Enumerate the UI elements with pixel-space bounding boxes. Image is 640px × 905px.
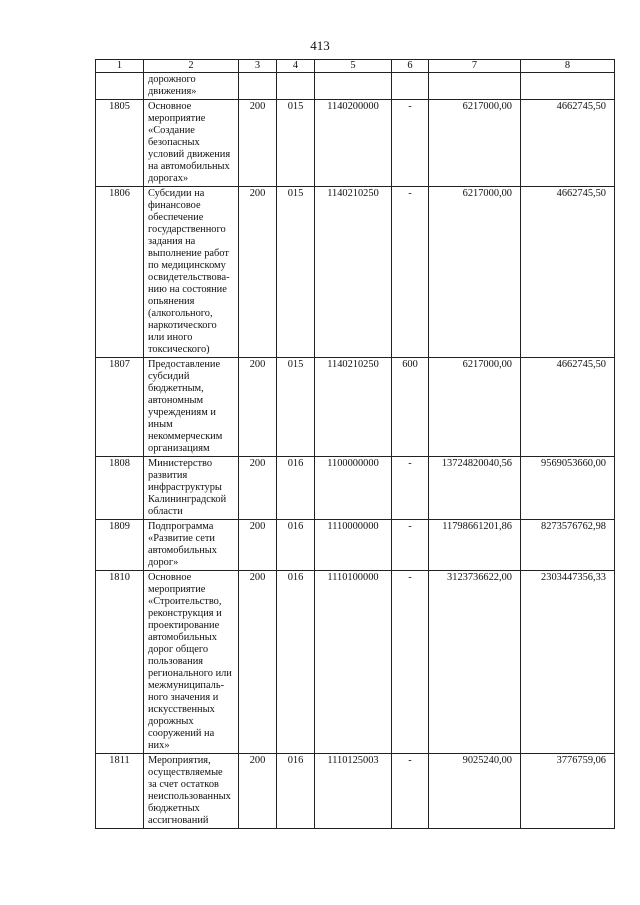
header-cell: 5 <box>315 60 392 73</box>
col-3 <box>239 73 277 100</box>
col-6: - <box>392 520 429 571</box>
col-6: - <box>392 754 429 829</box>
row-name: Предоставление субсидий бюджетным, автономным учреждениям и иным некоммерческим организациям <box>144 358 239 457</box>
col-4: 015 <box>277 100 315 187</box>
row-number: 1810 <box>96 571 144 754</box>
header-cell: 3 <box>239 60 277 73</box>
col-8-amount: 8273576762,98 <box>521 520 615 571</box>
row-number: 1807 <box>96 358 144 457</box>
col-5: 1140200000 <box>315 100 392 187</box>
col-8-amount: 4662745,50 <box>521 100 615 187</box>
row-number: 1808 <box>96 457 144 520</box>
table-row <box>96 358 615 457</box>
col-7-amount: 6217000,00 <box>429 100 521 187</box>
table-row <box>96 754 615 829</box>
col-8-amount: 3776759,06 <box>521 754 615 829</box>
col-8-amount: 4662745,50 <box>521 187 615 358</box>
col-5: 1100000000 <box>315 457 392 520</box>
col-6: - <box>392 457 429 520</box>
col-7-amount: 9025240,00 <box>429 754 521 829</box>
header-cell: 2 <box>144 60 239 73</box>
table-row <box>96 187 615 358</box>
budget-table <box>95 59 615 829</box>
col-3: 200 <box>239 100 277 187</box>
col-3: 200 <box>239 754 277 829</box>
col-4: 016 <box>277 571 315 754</box>
col-5: 1110000000 <box>315 520 392 571</box>
row-name: Субсидии на финансовое обеспечение государственного задания на выполнение работ по медицинскому освидетельствова- нию на состояние опьянения (алкогольного, наркотического или иного токсического) <box>144 187 239 358</box>
col-5: 1140210250 <box>315 358 392 457</box>
col-7-amount: 13724820040,56 <box>429 457 521 520</box>
col-3: 200 <box>239 571 277 754</box>
row-number: 1805 <box>96 100 144 187</box>
col-6: - <box>392 100 429 187</box>
col-3: 200 <box>239 457 277 520</box>
col-8-amount <box>521 73 615 100</box>
col-6 <box>392 73 429 100</box>
col-3: 200 <box>239 520 277 571</box>
header-cell: 4 <box>277 60 315 73</box>
row-number: 1809 <box>96 520 144 571</box>
row-number <box>96 73 144 100</box>
row-number: 1806 <box>96 187 144 358</box>
col-8-amount: 2303447356,33 <box>521 571 615 754</box>
row-name: Подпрограмма «Развитие сети автомобильных дорог» <box>144 520 239 571</box>
header-cell: 6 <box>392 60 429 73</box>
table-row <box>96 571 615 754</box>
col-6: - <box>392 187 429 358</box>
col-8-amount: 4662745,50 <box>521 358 615 457</box>
col-7-amount: 11798661201,86 <box>429 520 521 571</box>
col-5: 1110100000 <box>315 571 392 754</box>
header-cell: 7 <box>429 60 521 73</box>
row-name: Министерство развития инфраструктуры Калининградской области <box>144 457 239 520</box>
col-5: 1140210250 <box>315 187 392 358</box>
header-cell: 1 <box>96 60 144 73</box>
col-4: 016 <box>277 520 315 571</box>
col-3: 200 <box>239 187 277 358</box>
col-5 <box>315 73 392 100</box>
row-name: Мероприятия, осуществляемые за счет остатков неиспользованных бюджетных ассигнований <box>144 754 239 829</box>
col-6: 600 <box>392 358 429 457</box>
page-number: 413 <box>310 38 330 53</box>
col-7-amount: 6217000,00 <box>429 187 521 358</box>
col-5: 1110125003 <box>315 754 392 829</box>
header-row <box>96 60 615 73</box>
col-8-amount: 9569053660,00 <box>521 457 615 520</box>
table-row <box>96 520 615 571</box>
table-row <box>96 457 615 520</box>
col-7-amount: 3123736622,00 <box>429 571 521 754</box>
col-7-amount: 6217000,00 <box>429 358 521 457</box>
col-4 <box>277 73 315 100</box>
col-4: 016 <box>277 754 315 829</box>
table-row <box>96 73 615 100</box>
row-number: 1811 <box>96 754 144 829</box>
row-name: Основное мероприятие «Строительство, реконструкция и проектирование автомобильных дорог общего пользования регионального или межмуниципаль- ного значения и искусственных дорожных сооружений на них» <box>144 571 239 754</box>
table-row <box>96 100 615 187</box>
col-4: 015 <box>277 358 315 457</box>
col-4: 016 <box>277 457 315 520</box>
row-name: дорожного движения» <box>144 73 239 100</box>
header-cell: 8 <box>521 60 615 73</box>
row-name: Основное мероприятие «Создание безопасных условий движения на автомобильных дорогах» <box>144 100 239 187</box>
col-4: 015 <box>277 187 315 358</box>
col-3: 200 <box>239 358 277 457</box>
col-6: - <box>392 571 429 754</box>
col-7-amount <box>429 73 521 100</box>
